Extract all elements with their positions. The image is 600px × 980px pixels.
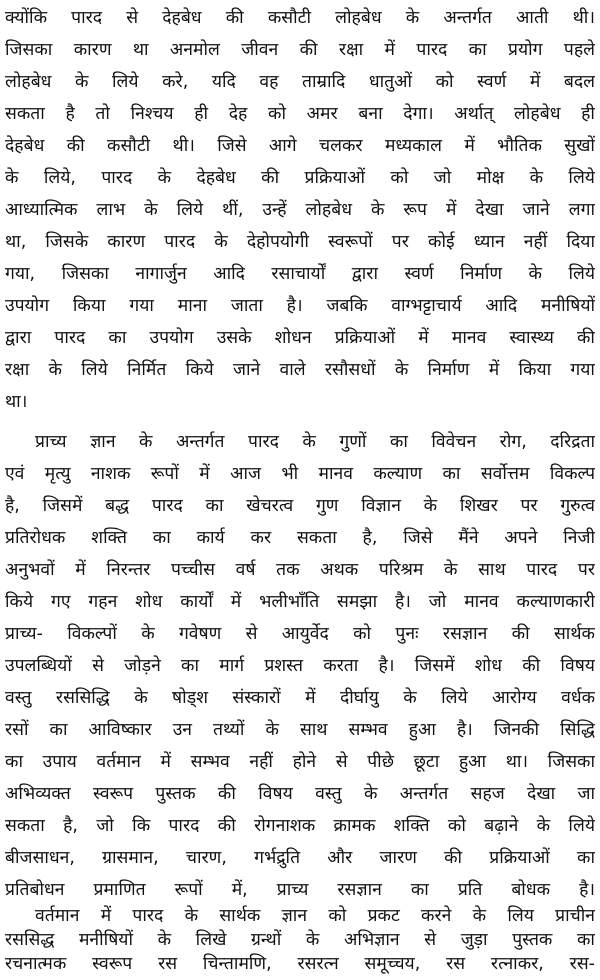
text-line: वस्तु रससिद्धि के षोड्श संस्कारों में दीर्घायु के लिये आरोग्य वर्धक	[5, 688, 595, 708]
text-line: प्राच्य- विकल्पों के गवेषण से आयुर्वेद को पुनः रसज्ञान की सार्थक	[5, 624, 595, 644]
text-line: आध्यात्मिक लाभ के लिये थीं, उन्हें लोहबेध के रूप में देखा जाने लगा	[5, 200, 595, 220]
text-line: रसों का आविष्कार उन तथ्यों के साथ सम्भव हुआ है। जिनकी सिद्धि	[5, 720, 595, 740]
text-line: रचनात्मक स्वरूप रस चिन्तामणि, रसरत्न समूच्चय, रस रत्नाकर, रस-	[5, 954, 595, 974]
text-line: गया, जिसका नागार्जुन आदि रसाचार्यों द्वारा स्वर्ण निर्माण के लिये	[5, 264, 595, 284]
text-line: के लिये, पारद के देहबेध की प्रक्रियाओं को जो मोक्ष के लिये	[5, 168, 595, 188]
text-line: है, जिसमें बद्ध पारद का खेचरत्व गुण विज्ञान के शिखर पर गुरुत्व	[5, 496, 595, 516]
text-line: अनुभवों में निरन्तर पच्चीस वर्ष तक अथक परिश्रम के साथ पारद पर	[5, 560, 595, 580]
text-line: जिसका कारण था अनमोल जीवन की रक्षा में पारद का प्रयोग पहले	[5, 40, 595, 60]
text-line: क्योंकि पारद से देहबेध की कसौटी लोहबेध के अन्तर्गत आती थी।	[5, 8, 595, 28]
text-line: एवं मृत्यु नाशक रूपों में आज भी मानव कल्याण का सर्वोत्तम विकल्प	[5, 464, 595, 484]
text-line: का उपाय वर्तमान में सम्भव नहीं होने से पीछे छूटा हुआ था। जिसका	[5, 752, 595, 772]
text-line: द्वारा पारद का उपयोग उसके शोधन प्रक्रियाओं में मानव स्वास्थ्य की	[5, 328, 595, 348]
text-line: उपयोग किया गया माना जाता है। जबकि वाग्भट्टाचार्य आदि मनीषियों	[5, 296, 595, 316]
text-line: उपलब्धियों से जोड़ने का मार्ग प्रशस्त करता है। जिसमें शोध की विषय	[5, 656, 595, 676]
text-line: देहबेध की कसौटी थी। जिसे आगे चलकर मध्यकाल में भौतिक सुखों	[5, 136, 595, 156]
text-line: था।	[5, 392, 28, 412]
text-line: बीजसाधन, ग्रासमान, चारण, गर्भद्रुति और जारण की प्रक्रियाओं का	[5, 848, 595, 868]
text-line: सकता है तो निश्चय ही देह को अमर बना देगा। अर्थात् लोहबेध ही	[5, 104, 595, 124]
text-line: था, जिसके कारण पारद के देहोपयोगी स्वरूपों पर कोई ध्यान नहीं दिया	[5, 232, 595, 252]
text-line: अभिव्यक्त स्वरूप पुस्तक की विषय वस्तु के अन्तर्गत सहज देखा जा	[5, 784, 595, 804]
text-line: किये गए गहन शोध कार्यों में भलीभाँति समझा है। जो मानव कल्याणकारी	[5, 592, 595, 612]
text-line: प्रतिरोधक शक्ति का कार्य कर सकता है, जिसे मैंने अपने निजी	[5, 528, 595, 548]
text-line: सकता है, जो कि पारद की रोगनाशक क्रामक शक्ति को बढ़ाने के लिये	[5, 816, 595, 836]
text-line: रक्षा के लिये निर्मित किये जाने वाले रसौसधों के निर्माण में किया गया	[5, 360, 595, 380]
text-line: लोहबेध के लिये करे, यदि वह ताम्रादि धातुओं को स्वर्ण में बदल	[5, 72, 595, 92]
text-line: वर्तमान में पारद के सार्थक ज्ञान को प्रकट करने के लिय प्राचीन	[35, 906, 595, 926]
text-line: रससिद्ध मनीषियों के लिखे ग्रन्थों के अभिज्ञान से जुड़ा पुस्तक का	[5, 930, 595, 950]
text-line: प्रतिबोधन प्रमाणित रूपों में, प्राच्य रसज्ञान का प्रति बोधक है।	[5, 880, 595, 900]
text-line: प्राच्य ज्ञान के अन्तर्गत पारद के गुणों का विवेचन रोग, दरिद्रता	[35, 432, 595, 452]
